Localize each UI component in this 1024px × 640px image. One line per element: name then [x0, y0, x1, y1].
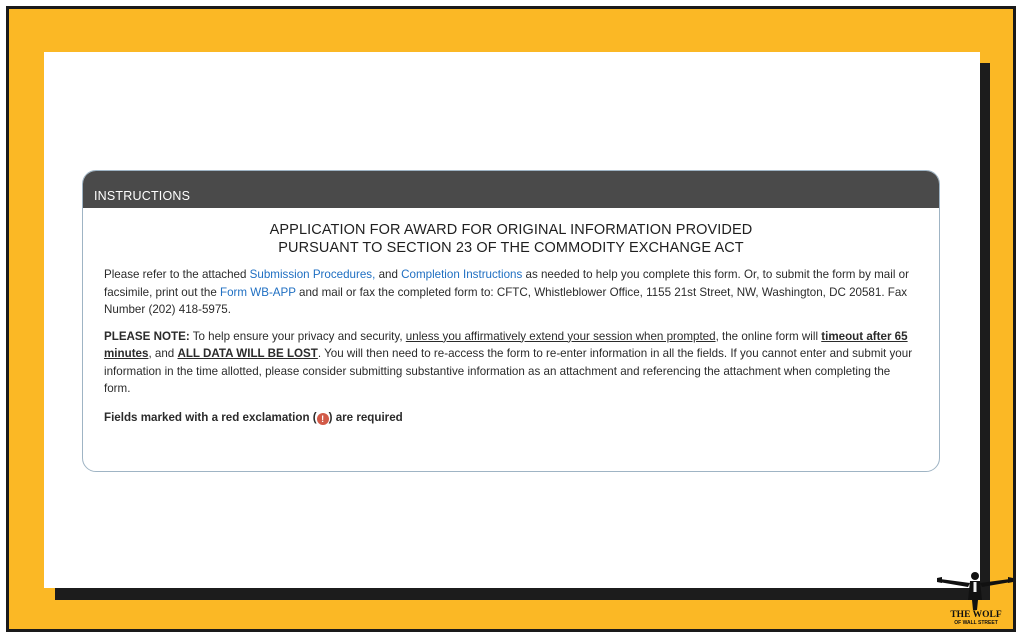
text-span: , and: [148, 347, 178, 360]
form-title-line2: PURSUANT TO SECTION 23 OF THE COMMODITY EXCHANGE ACT: [278, 240, 744, 256]
please-note-paragraph: [104, 328, 919, 398]
text-span: as needed to help you complete this form. Or, to submit the form by mail or facsimile, print out the: [104, 268, 909, 299]
text-span: Please refer to the attached: [104, 268, 250, 281]
timeout-note: timeout after 65 minutes: [104, 329, 908, 360]
text-span: , the online form will: [715, 329, 822, 343]
submission-procedures-link[interactable]: Submission Procedures,: [249, 268, 376, 281]
completion-instructions-link[interactable]: Completion Instructions: [401, 268, 523, 281]
please-note-label: PLEASE NOTE:: [104, 329, 190, 343]
text-span: To help ensure your privacy and security,: [189, 329, 406, 343]
instructions-paragraph: [104, 266, 919, 319]
panel-header: [83, 171, 939, 208]
text-span: . You will then need to re-access the form to re-enter information in all the fields. If you cannot enter and submit your information in the time allotted, please consider submitting substantive information as an attachment and referencing the attachment when completing the form.: [104, 347, 913, 395]
form-title-line1: APPLICATION FOR AWARD FOR ORIGINAL INFORMATION PROVIDED: [269, 222, 753, 238]
required-fields-note: [104, 409, 919, 427]
data-lost-note: ALL DATA WILL BE LOST: [177, 347, 318, 360]
text-span: and mail or fax the completed form to: CFTC, Whistleblower Office, 1155 21st Street, NW, Washington, DC 20581. Fax Number (202) 418-5975.: [104, 285, 908, 316]
logo-text-sub: OF WALL STREET: [954, 620, 998, 626]
text-span: and: [375, 268, 402, 281]
required-exclamation-icon: !: [317, 413, 329, 425]
panel-header-label: INSTRUCTIONS: [94, 189, 191, 203]
text-span: Fields marked with a red exclamation (: [104, 410, 317, 424]
text-span: ) are required: [328, 410, 403, 424]
instructions-panel: [82, 170, 940, 472]
form-title: [83, 221, 939, 257]
logo-text-main: THE WOLF: [950, 610, 1002, 620]
form-wb-app-link[interactable]: Form WB-APP: [220, 285, 296, 299]
session-note: unless you affirmatively extend your session when prompted: [405, 329, 716, 343]
